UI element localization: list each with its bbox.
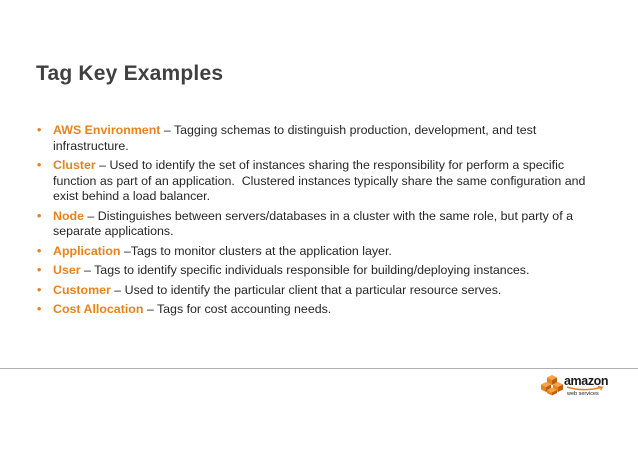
bullet-aws-environment [36, 123, 596, 154]
footer-divider [0, 368, 638, 369]
bullet-term: User [53, 263, 81, 277]
bullet-dot-icon: • [37, 282, 42, 297]
bullet-cluster [36, 158, 596, 205]
bullet-text: – Tags for cost accounting needs. [143, 302, 332, 316]
aws-logo [540, 372, 610, 404]
slide-title: Tag Key Examples [36, 62, 224, 85]
bullet-term: Node [53, 208, 84, 223]
bullet-text: – Distinguishes between servers/databases in a cluster with the same role, but party of a separate applications. [53, 208, 573, 238]
bullet-term: Customer [53, 282, 111, 297]
bullet-dot-icon: • [37, 243, 42, 258]
aws-cubes-icon [540, 374, 564, 396]
aws-logo-subtitle: web services [567, 391, 599, 397]
bullet-node [36, 209, 596, 240]
bullet-dot-icon: • [37, 302, 42, 316]
bullet-text: –Tags to monitor clusters at the application layer. [120, 243, 392, 258]
bullet-application [36, 244, 596, 260]
bullet-dot-icon: • [37, 263, 42, 277]
bullet-user [36, 263, 596, 279]
bullet-term: Cluster [53, 158, 96, 172]
bullet-dot-icon: • [37, 123, 42, 137]
bullet-list [36, 123, 596, 322]
bullet-dot-icon: • [37, 208, 42, 223]
bullet-text: – Used to identify the set of instances sharing the responsibility for perform a specific function as part of an application. Clustered instances typically share the same configuration and exist behind a load balancer. [53, 158, 586, 203]
bullet-cost-allocation [36, 302, 596, 318]
bullet-term: Cost Allocation [53, 302, 144, 316]
bullet-customer [36, 283, 596, 299]
bullet-text: – Used to identify the particular client that a particular resource serves. [110, 282, 502, 297]
bullet-term: AWS Environment [53, 123, 161, 137]
aws-logo-wordmark: amazon [564, 374, 609, 388]
bullet-term: Application [53, 243, 121, 258]
bullet-text: – Tagging schemas to distinguish production, development, and test infrastructure. [53, 123, 537, 153]
bullet-text: – Tags to identify specific individuals responsible for building/deploying instances. [80, 263, 530, 277]
bullet-dot-icon: • [37, 158, 42, 172]
